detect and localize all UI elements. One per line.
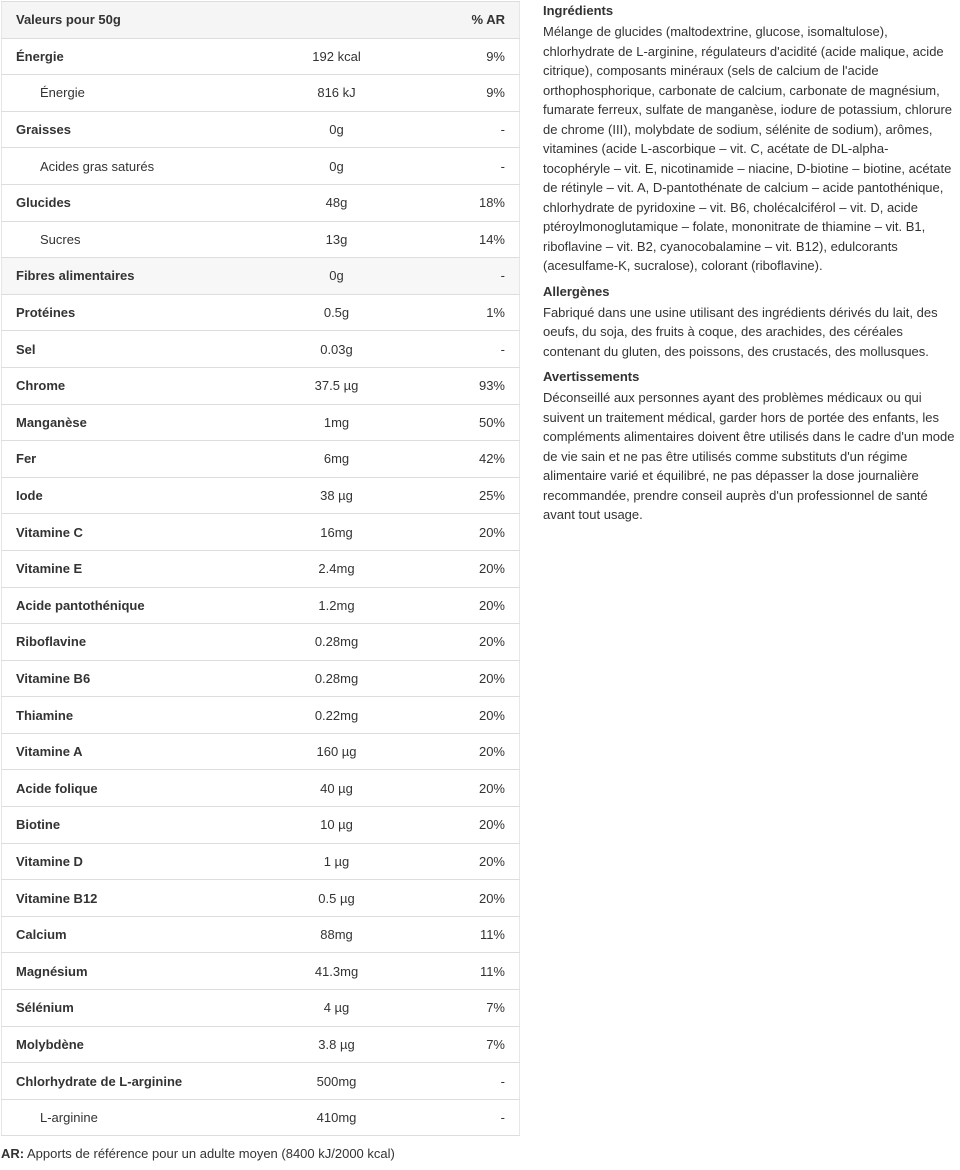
- nutrient-ar: 20%: [412, 770, 520, 807]
- nutrient-name: Calcium: [2, 916, 262, 953]
- nutrient-name: Vitamine B6: [2, 660, 262, 697]
- nutrient-name: Thiamine: [2, 697, 262, 734]
- nutrient-value: 1 µg: [262, 843, 412, 880]
- nutrient-ar: 20%: [412, 550, 520, 587]
- table-row: [2, 990, 520, 1027]
- nutrition-table: [1, 1, 520, 1136]
- nutrient-ar: 7%: [412, 1026, 520, 1063]
- nutrient-ar: 20%: [412, 733, 520, 770]
- nutrient-ar: -: [412, 331, 520, 368]
- nutrient-value: 10 µg: [262, 807, 412, 844]
- nutrient-ar: -: [412, 258, 520, 295]
- table-header-row: [2, 2, 520, 39]
- nutrient-ar: 7%: [412, 990, 520, 1027]
- nutrient-name: Acides gras saturés: [2, 148, 262, 185]
- nutrient-name: Acide pantothénique: [2, 587, 262, 624]
- nutrient-value: 1.2mg: [262, 587, 412, 624]
- table-row: [2, 221, 520, 258]
- nutrient-ar: -: [412, 111, 520, 148]
- nutrient-name: Sel: [2, 331, 262, 368]
- nutrient-ar: -: [412, 148, 520, 185]
- nutrient-name: Riboflavine: [2, 624, 262, 661]
- nutrient-name: Vitamine E: [2, 550, 262, 587]
- table-row: [2, 916, 520, 953]
- nutrient-ar: 42%: [412, 441, 520, 478]
- table-row: [2, 441, 520, 478]
- section-title: Allergènes: [543, 283, 610, 299]
- nutrient-name: Chrome: [2, 367, 262, 404]
- nutrient-name: Fer: [2, 441, 262, 478]
- nutrient-name: Molybdène: [2, 1026, 262, 1063]
- nutrient-value: 0g: [262, 148, 412, 185]
- nutrient-ar: 11%: [412, 953, 520, 990]
- nutrient-value: 0.5 µg: [262, 880, 412, 917]
- nutrient-ar: 20%: [412, 807, 520, 844]
- section-text: Mélange de glucides (maltodextrine, glucose, isomaltulose), chlorhydrate de L-arginine, régulateurs d'acidité (acide malique, acide citrique), composants minéraux (sels de calcium de l'acide orthophosphorique, carbonate de calcium, carbonate de magnésium, fumarate ferreux, sulfate de manganèse, iodure de potassium, chlorure de chrome (III), molybdate de sodium, sélénite de sodium), arômes, vitamines (acide L-ascorbique – vit. C, acétate de DL-alpha-tocophéryle – vit. E, nicotinamide – niacine, D-biotine – biotine, acétate de rétinyle – vit. A, D-pantothénate de calcium – acide pantothénique, chlorhydrate de pyridoxine – vit. B6, cholécalciférol – vit. D, acide ptéroylmonoglutamique – folate, mononitrate de thiamine – vit. B1, riboflavine – vit. B2, cyanocobalamine – vit. B12), edulcorants (acesulfame-K, sucralose), colorant (riboflavine).: [543, 24, 953, 273]
- nutrient-name: Glucides: [2, 184, 262, 221]
- nutrient-ar: 20%: [412, 514, 520, 551]
- nutrient-ar: 25%: [412, 477, 520, 514]
- section-ingredients: [543, 3, 955, 276]
- nutrient-value: 0.28mg: [262, 660, 412, 697]
- table-row: [2, 184, 520, 221]
- nutrient-name: L-arginine: [2, 1099, 262, 1136]
- nutrient-value: 3.8 µg: [262, 1026, 412, 1063]
- table-row: [2, 148, 520, 185]
- product-info: [543, 3, 955, 533]
- nutrient-value: 16mg: [262, 514, 412, 551]
- nutrient-name: Vitamine B12: [2, 880, 262, 917]
- table-row: [2, 697, 520, 734]
- table-row: [2, 1026, 520, 1063]
- table-row: [2, 843, 520, 880]
- nutrient-ar: 14%: [412, 221, 520, 258]
- nutrient-value: 0.03g: [262, 331, 412, 368]
- header-ar: % AR: [412, 2, 520, 39]
- nutrient-value: 500mg: [262, 1063, 412, 1100]
- table-row: [2, 770, 520, 807]
- nutrient-name: Iode: [2, 477, 262, 514]
- nutrient-value: 2.4mg: [262, 550, 412, 587]
- nutrient-value: 37.5 µg: [262, 367, 412, 404]
- nutrient-ar: -: [412, 1099, 520, 1136]
- table-row: [2, 587, 520, 624]
- nutrient-ar: -: [412, 1063, 520, 1100]
- table-row: [2, 624, 520, 661]
- table-row: [2, 111, 520, 148]
- nutrient-value: 48g: [262, 184, 412, 221]
- nutrient-value: 38 µg: [262, 477, 412, 514]
- nutrient-name: Acide folique: [2, 770, 262, 807]
- nutrient-ar: 18%: [412, 184, 520, 221]
- table-row: [2, 1099, 520, 1136]
- nutrition-panel: [1, 1, 519, 1136]
- table-row: [2, 660, 520, 697]
- nutrient-ar: 11%: [412, 916, 520, 953]
- table-row: [2, 258, 520, 295]
- header-name: Valeurs pour 50g: [2, 2, 262, 39]
- nutrient-name: Sucres: [2, 221, 262, 258]
- nutrient-ar: 20%: [412, 880, 520, 917]
- table-row: [2, 404, 520, 441]
- nutrient-name: Vitamine A: [2, 733, 262, 770]
- nutrient-ar: 20%: [412, 697, 520, 734]
- table-row: [2, 367, 520, 404]
- section-text: Fabriqué dans une usine utilisant des ingrédients dérivés du lait, des oeufs, du soja, des fruits à coque, des arachides, des céréales contenant du gluten, des poissons, des crustacés, des mollusques.: [543, 304, 938, 359]
- nutrient-value: 410mg: [262, 1099, 412, 1136]
- nutrient-name: Biotine: [2, 807, 262, 844]
- section-title: Avertissements: [543, 369, 640, 384]
- nutrient-ar: 1%: [412, 294, 520, 331]
- nutrient-name: Vitamine C: [2, 514, 262, 551]
- table-row: [2, 880, 520, 917]
- nutrient-name: Sélénium: [2, 990, 262, 1027]
- nutrient-name: Fibres alimentaires: [2, 258, 262, 295]
- nutrient-name: Vitamine D: [2, 843, 262, 880]
- nutrient-value: 6mg: [262, 441, 412, 478]
- nutrient-value: 40 µg: [262, 770, 412, 807]
- nutrient-value: 0.22mg: [262, 697, 412, 734]
- table-row: [2, 550, 520, 587]
- table-row: [2, 477, 520, 514]
- nutrient-ar: 20%: [412, 587, 520, 624]
- nutrient-value: 41.3mg: [262, 953, 412, 990]
- nutrient-value: 0.5g: [262, 294, 412, 331]
- nutrient-name: Chlorhydrate de L-arginine: [2, 1063, 262, 1100]
- nutrient-ar: 50%: [412, 404, 520, 441]
- nutrient-name: Énergie: [2, 75, 262, 112]
- nutrient-value: 160 µg: [262, 733, 412, 770]
- nutrient-ar: 9%: [412, 38, 520, 75]
- nutrient-value: 4 µg: [262, 990, 412, 1027]
- footnote: [1, 1146, 395, 1161]
- table-row: [2, 75, 520, 112]
- table-body: [2, 38, 520, 1136]
- nutrient-name: Magnésium: [2, 953, 262, 990]
- nutrient-value: 88mg: [262, 916, 412, 953]
- nutrient-ar: 20%: [412, 624, 520, 661]
- nutrient-name: Énergie: [2, 38, 262, 75]
- nutrient-ar: 20%: [412, 843, 520, 880]
- footnote-label: AR:: [1, 1146, 25, 1161]
- nutrient-ar: 93%: [412, 367, 520, 404]
- table-row: [2, 38, 520, 75]
- nutrient-value: 13g: [262, 221, 412, 258]
- table-row: [2, 1063, 520, 1100]
- section-allergens: [543, 284, 955, 362]
- nutrient-value: 0g: [262, 111, 412, 148]
- nutrient-ar: 9%: [412, 75, 520, 112]
- section-text: Déconseillé aux personnes ayant des problèmes médicaux ou qui suivent un traitement médical, garder hors de portée des enfants, les compléments alimentaires doivent être utilisés dans le cadre d'un mode de vie sain et ne pas être utilisés comme substituts d'un régime alimentaire varié et équilibré, ne pas dépasser la dose journalière recommandée, prendre conseil auprès d'un professionnel de santé avant tout usage.: [543, 390, 955, 522]
- nutrient-value: 192 kcal: [262, 38, 412, 75]
- nutrient-ar: 20%: [412, 660, 520, 697]
- nutrient-value: 0.28mg: [262, 624, 412, 661]
- footnote-text: Apports de référence pour un adulte moyen (8400 kJ/2000 kcal): [24, 1146, 395, 1161]
- nutrient-value: 816 kJ: [262, 75, 412, 112]
- nutrient-name: Graisses: [2, 111, 262, 148]
- table-row: [2, 733, 520, 770]
- table-row: [2, 514, 520, 551]
- section-warnings: [543, 369, 955, 525]
- table-row: [2, 294, 520, 331]
- table-row: [2, 807, 520, 844]
- table-row: [2, 331, 520, 368]
- nutrient-name: Manganèse: [2, 404, 262, 441]
- table-row: [2, 953, 520, 990]
- nutrient-value: 0g: [262, 258, 412, 295]
- header-value: [262, 2, 412, 39]
- nutrient-value: 1mg: [262, 404, 412, 441]
- section-title: Ingrédients: [543, 3, 614, 18]
- nutrient-name: Protéines: [2, 294, 262, 331]
